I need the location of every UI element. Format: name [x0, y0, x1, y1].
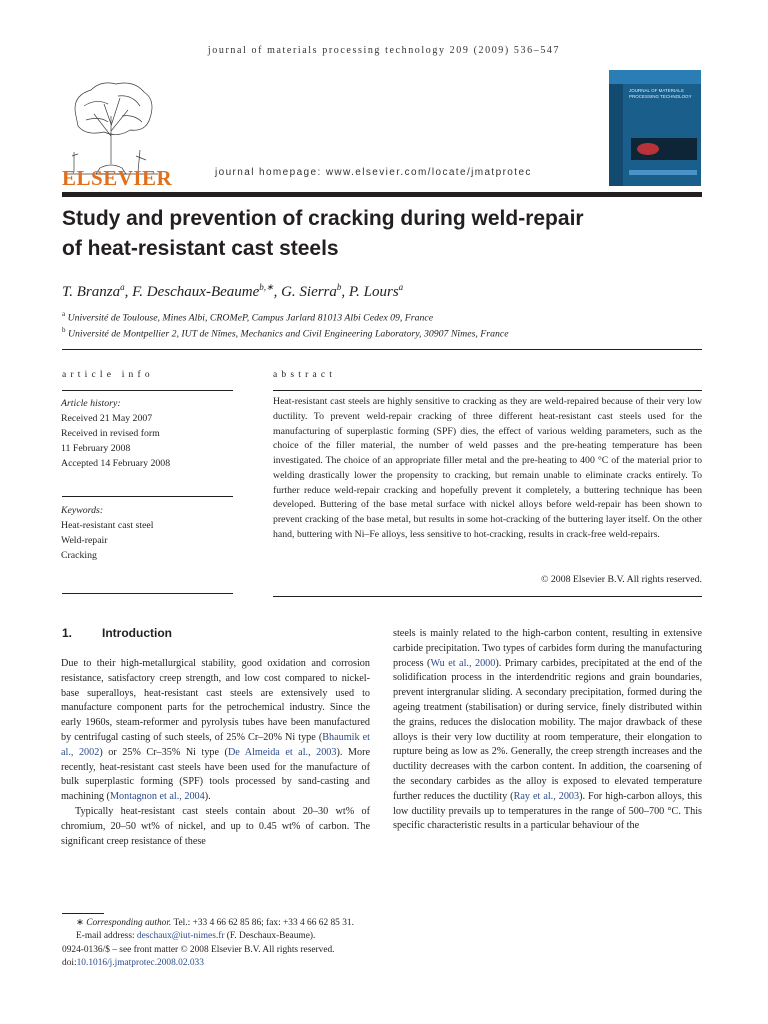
footnotes — [62, 917, 422, 971]
author-affil-mark[interactable]: a — [398, 282, 404, 292]
keywords — [61, 503, 154, 563]
keyword-item: Cracking — [61, 550, 97, 561]
section-heading — [62, 626, 172, 640]
journal-header: journal of materials processing technology 209 (2009) 536–547 — [207, 45, 561, 56]
citation-link[interactable]: De Almeida et al., 2003 — [227, 746, 337, 758]
doi-link[interactable]: 10.1016/j.jmatprotec.2008.02.033 — [76, 958, 204, 969]
divider — [62, 593, 233, 594]
affiliation-mark: b — [62, 326, 66, 334]
affiliation-text: Université de Montpellier 2, IUT de Nîmes, Mechanics and Civil Engineering Laboratory, 30907 Nîmes, France — [67, 328, 509, 340]
email-note: E-mail address: deschaux@iut-nimes.fr (F. Deschaux-Beaume). — [76, 931, 316, 942]
affiliation-text: Université de Toulouse, Mines Albi, CROMeP, Campus Jarlard 81013 Albi Cedex 09, France — [67, 312, 434, 324]
divider — [62, 390, 233, 391]
citation-link[interactable]: Montagnon et al., 2004 — [109, 791, 205, 803]
footnote-rule — [62, 913, 104, 914]
citation-link[interactable]: Ray et al., 2003 — [513, 790, 580, 802]
author-name[interactable]: F. Deschaux-Beaume — [132, 284, 260, 300]
author-affil-mark[interactable]: b — [336, 282, 342, 292]
history-accepted: Accepted 14 February 2008 — [61, 458, 171, 469]
section-number: 1. — [62, 626, 73, 640]
abstract-text: Heat-resistant cast steels are highly sensitive to cracking as they are weld-repaired because of their very low ductility. To prevent weld-repair cracking of three different heat-resistant cast steels used for the manufacturing of superplastic forming (SPF) dies, the effect of various welding parameters, such as the choice of the filler material, the number of weld passes and the pre-heating temperature has been investigated. The choice of an appropriate filler metal and the pre-heating to 400 °C of the material prior to welding drastically lower the propensity to cracking, but remain unable to eliminate cracks entirely. To further reduce weld-repair cracking and hopefully prevent it completely, a buttering technique has been developed. Buttering of the base metal surface with nickel alloys before weld-repair has been shown to prevent cracking of the base metal, but results in some hot-cracking of the buttering layer itself. On the other hand, buttering with Ni–Fe alloys, less sensitive to hot-cracking, results in crack-free weld-repairs. — [273, 396, 702, 540]
citation-link[interactable]: Bhaumik et al., 2002 — [61, 731, 370, 758]
history-revised-date: 11 February 2008 — [61, 443, 131, 454]
body-column-right — [393, 627, 702, 834]
journal-homepage: journal homepage: www.elsevier.com/locate/jmatprotec — [215, 167, 532, 178]
journal-cover-thumbnail — [609, 70, 701, 186]
section-divider — [62, 349, 702, 350]
paragraph: Due to their high-metallurgical stability, good oxidation and corrosion resistance, satisfactory creep strength, and low cost compared to nickel-base superalloys, heat-resistant cast steels are extensively used to manufacture component parts for the petrochemical industry. Since the early 1960s, steam-reformer and pyrolysis tubes have been manufactured by centrifugal casting of such steels, of 25% Cr–20% Ni type (Bhaumik et al., 2002) or 25% Cr–35% Ni type (De Almeida et al., 2003). More recently, heat-resistant cast steels have been used for the manufacture of bulk superplastic forming (SPF) tools processed by sand-casting and machining (Montagnon et al., 2004). — [61, 658, 371, 803]
front-matter: 0924-0136/$ – see front matter © 2008 Elsevier B.V. All rights reserved. — [62, 944, 335, 955]
divider — [273, 596, 702, 597]
paragraph: steels is mainly related to the high-carbon content, resulting in extensive carbide precipitation. Two types of carbides form during the manufacturing process (Wu et al., 2000). Primary carbides, precipitated at the end of the solidification process in the interdendritic regions and grain boundaries, prevent intergranular sliding. A secondary precipitation, formed during the ageing treatment (stabilisation) or during service, finely distributed within the grains, reduces the dislocation mobility. The major drawback of these alloys is their very low ductility at room temperature, their elongation to rupture being as low as 2%. Generally, the creep strength increases and the ductility decreases with the carbon content. In addition, the coarsening of the secondary carbides as the alloy is exposed to elevated temperature further reduces the ductility (Ray et al., 2003). For high-carbon alloys, this low ductility prevails up to temperatures in the range of 500–700 °C. This specific characteristic results in a particular behaviour of the — [393, 628, 702, 832]
author-name[interactable]: T. Branza — [62, 284, 121, 300]
copyright-notice: © 2008 Elsevier B.V. All rights reserved. — [541, 574, 702, 585]
body-column-left — [61, 657, 370, 849]
email-link[interactable]: deschaux@iut-nimes.fr — [136, 931, 225, 942]
article-title — [62, 204, 702, 264]
section-title: Introduction — [102, 626, 172, 640]
author-affil-mark[interactable]: a — [120, 282, 125, 292]
author-name[interactable]: P. Lours — [348, 284, 399, 300]
affiliation-mark: a — [62, 310, 66, 318]
author-affil-mark[interactable]: b,∗ — [259, 282, 274, 292]
affiliation-a — [62, 310, 433, 323]
corresponding-author-note: ∗ Corresponding author. Tel.: +33 4 66 62 85 86; fax: +33 4 66 62 85 31. — [76, 918, 354, 928]
abstract-label: abstract — [273, 370, 337, 380]
divider — [62, 496, 233, 497]
history-revised: Received in revised form — [61, 428, 160, 439]
cover-title: JOURNAL OF MATERIALS PROCESSING TECHNOLOGY — [629, 88, 692, 99]
keyword-item: Heat-resistant cast steel — [61, 520, 154, 531]
author-list: T. Branza$^a$, F. Deschaux-Beaume$^{b,∗}$, G. Sierra$^b$, P. Lours$^a$ — [62, 282, 404, 300]
header-rule — [62, 192, 702, 197]
divider — [273, 390, 702, 391]
article-history — [61, 396, 170, 471]
elsevier-wordmark: ELSEVIER — [62, 166, 173, 190]
keywords-label: Keywords: — [61, 505, 104, 516]
keyword-item: Weld-repair — [61, 535, 108, 546]
doi-line: doi:10.1016/j.jmatprotec.2008.02.033 — [62, 958, 204, 969]
title-line-2: of heat-resistant cast steels — [62, 237, 339, 260]
citation-link[interactable]: Wu et al., 2000 — [430, 657, 496, 669]
affiliation-b — [62, 326, 509, 339]
author-name[interactable]: G. Sierra — [281, 284, 337, 300]
history-label: Article history: — [61, 398, 121, 409]
article-info-label: article info — [62, 370, 154, 380]
title-line-1: Study and prevention of cracking during weld-repair — [62, 207, 584, 230]
paragraph: Typically heat-resistant cast steels contain about 20–30 wt% of chromium, 20–50 wt% of nickel, and up to 0.45 wt% of carbon. The significant creep resistance of these — [61, 805, 370, 847]
history-received: Received 21 May 2007 — [61, 413, 153, 424]
